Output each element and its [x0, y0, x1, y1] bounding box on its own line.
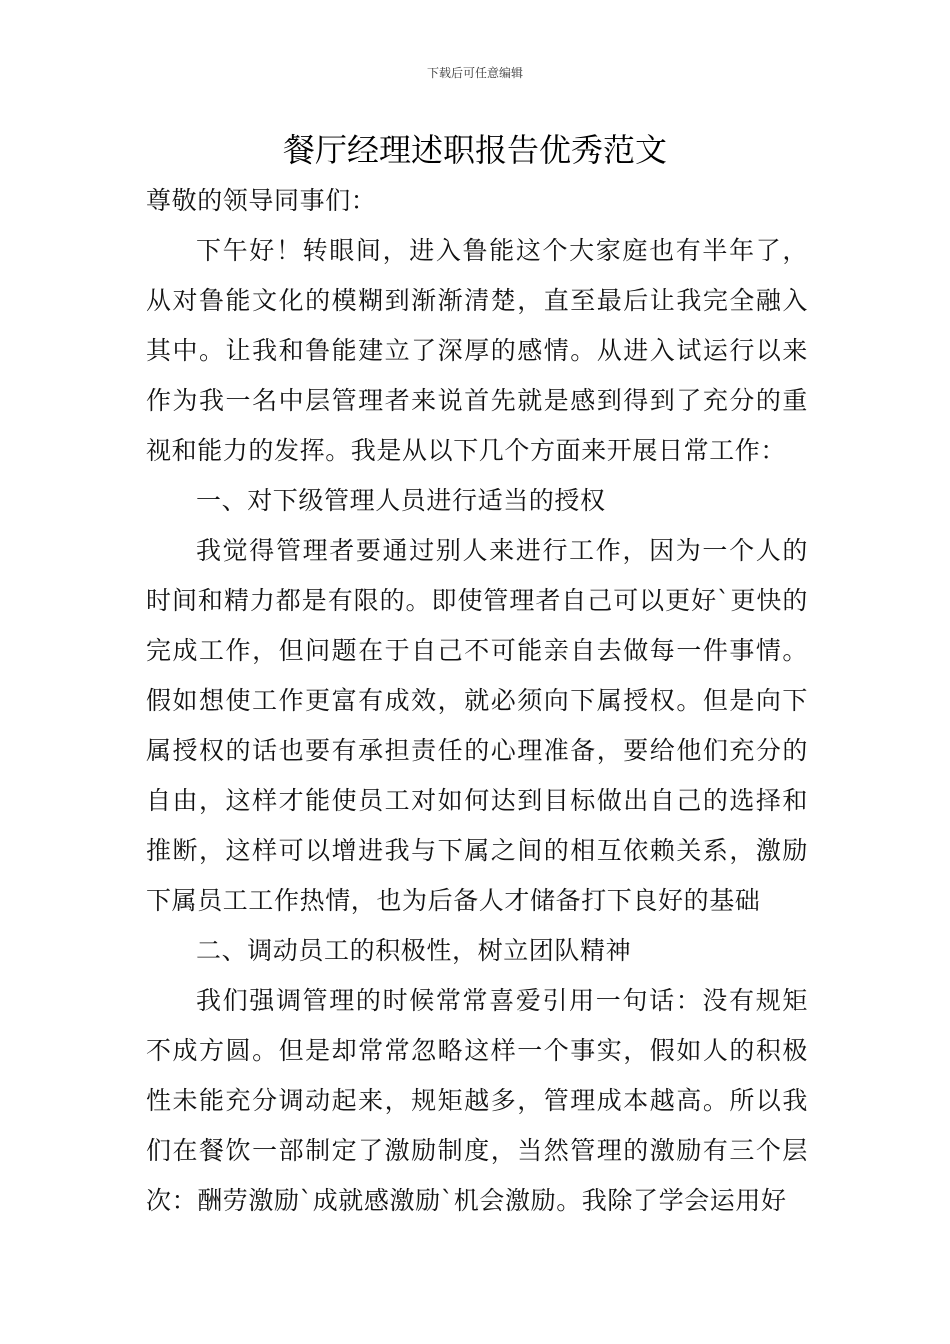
document-body — [146, 176, 808, 1226]
section-heading-2: 二、调动员工的积极性，树立团队精神 — [196, 936, 632, 965]
paragraph-delegation: 我觉得管理者要通过别人来进行工作，因为一个人的时间和精力都是有限的。即使管理者自己可以更好`更快的完成工作，但问题在于自己不可能亲自去做每一件事情。假如想使工作更富有成效，就必须向下属授权。但是向下属授权的话也要有承担责任的心理准备，要给他们充分的自由，这样才能使员工对如何达到目标做出自己的选择和推断，这样可以增进我与下属之间的相互依赖关系，激励下属员工工作热情，也为后备人才储备打下良好的基础 — [146, 536, 808, 915]
paragraph-motivation: 我们强调管理的时候常常喜爱引用一句话：没有规矩不成方圆。但是却常常忽略这样一个事实，假如人的积极性未能充分调动起来，规矩越多，管理成本越高。所以我们在餐饮一部制定了激励制度，当然管理的激励有三个层次：酬劳激励`成就感激励`机会激励。我除了学会运用好 — [146, 986, 808, 1215]
document-title: 餐厅经理述职报告优秀范文 — [282, 131, 667, 169]
header-note: 下载后可任意编辑 — [426, 66, 523, 80]
greeting: 尊敬的领导同事们： — [146, 186, 377, 215]
section-heading-1: 一、对下级管理人员进行适当的授权 — [196, 486, 606, 515]
paragraph-intro: 下午好！转眼间，进入鲁能这个大家庭也有半年了，从对鲁能文化的模糊到渐渐清楚，直至最后让我完全融入其中。让我和鲁能建立了深厚的感情。从进入试运行以来作为我一名中层管理者来说首先就是感到得到了充分的重视和能力的发挥。我是从以下几个方面来开展日常工作： — [146, 236, 808, 465]
